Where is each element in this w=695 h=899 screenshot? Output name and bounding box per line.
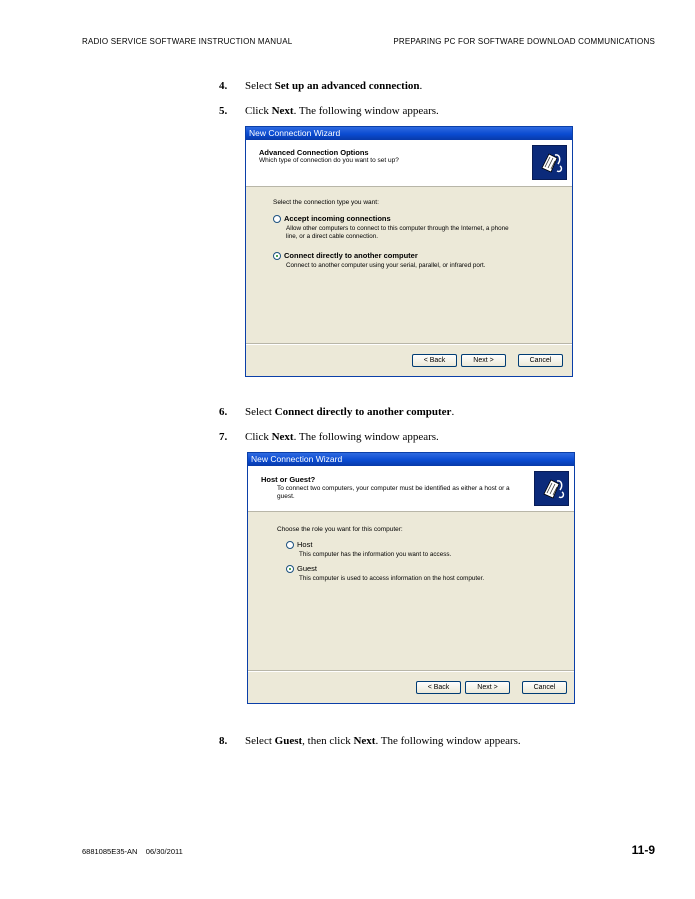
page-number: 11-9 xyxy=(631,843,655,857)
cancel-button[interactable]: Cancel xyxy=(522,681,567,694)
footer-document-id: 6881085E35-AN 06/30/2011 xyxy=(82,847,183,856)
option-host[interactable] xyxy=(286,540,312,549)
step-text: Select xyxy=(245,80,275,92)
modem-phone-icon xyxy=(534,471,569,506)
option-description: Connect to another computer using your serial, parallel, or infrared port. xyxy=(286,262,486,269)
step-number: 5. xyxy=(219,105,228,117)
option-description: This computer has the information you want to access. xyxy=(299,551,452,558)
window-title: New Connection Wizard xyxy=(248,453,574,466)
running-header-right: PREPARING PC FOR SOFTWARE DOWNLOAD COMMUNICATIONS xyxy=(393,37,655,46)
back-button[interactable]: < Back xyxy=(416,681,461,694)
option-description-line: line, or a direct cable connection. xyxy=(286,233,379,240)
cancel-button[interactable]: Cancel xyxy=(518,354,563,367)
option-label: Connect directly to another computer xyxy=(284,251,418,260)
wizard-banner xyxy=(248,466,574,512)
step-6 xyxy=(219,406,454,418)
step-8 xyxy=(219,735,521,747)
step-text: . The following window appears. xyxy=(293,431,439,443)
wizard-subheading-line: To connect two computers, your computer must be identified as either a host or a xyxy=(277,485,510,492)
step-5 xyxy=(219,105,439,117)
option-description-line: Allow other computers to connect to this computer through the Internet, a phone xyxy=(286,225,509,232)
step-7 xyxy=(219,431,439,443)
divider xyxy=(246,343,572,345)
wizard-subheading: Which type of connection do you want to set up? xyxy=(259,157,399,164)
step-text: . xyxy=(419,80,423,92)
step-text: Click xyxy=(245,105,272,117)
option-connect-directly[interactable] xyxy=(273,251,418,260)
selection-prompt: Select the connection type you want: xyxy=(273,199,379,206)
step-emphasis: Next xyxy=(271,105,294,117)
step-text: . The following window appears. xyxy=(293,105,439,117)
option-guest[interactable] xyxy=(286,564,317,573)
option-label: Host xyxy=(297,540,313,549)
connection-wizard-window-host-guest xyxy=(247,452,575,704)
next-button[interactable]: Next > xyxy=(465,681,510,694)
option-label: Guest xyxy=(297,564,318,573)
wizard-heading: Host or Guest? xyxy=(261,475,316,484)
step-text: Click xyxy=(245,431,272,443)
step-number: 8. xyxy=(219,735,228,747)
step-text: , then click xyxy=(302,735,354,747)
option-accept-incoming[interactable] xyxy=(273,214,391,223)
step-number: 7. xyxy=(219,431,228,443)
step-text: . xyxy=(451,406,455,418)
option-description: This computer is used to access information on the host computer. xyxy=(299,575,485,582)
wizard-subheading-line: guest. xyxy=(277,493,295,500)
selection-prompt: Choose the role you want for this computer: xyxy=(277,526,403,533)
window-title: New Connection Wizard xyxy=(246,127,572,140)
step-text: Select xyxy=(245,406,275,418)
step-text: Select xyxy=(245,735,275,747)
step-emphasis: Set up an advanced connection xyxy=(274,80,420,92)
step-4 xyxy=(219,80,422,92)
step-emphasis: Next xyxy=(353,735,376,747)
running-header-left: RADIO SERVICE SOFTWARE INSTRUCTION MANUAL xyxy=(82,37,293,46)
divider xyxy=(248,670,574,672)
radio-button-selected[interactable] xyxy=(273,252,281,260)
wizard-heading: Advanced Connection Options xyxy=(259,148,369,157)
radio-button[interactable] xyxy=(286,541,294,549)
wizard-banner xyxy=(246,140,572,187)
step-number: 4. xyxy=(219,80,228,92)
step-number: 6. xyxy=(219,406,228,418)
connection-wizard-window-advanced xyxy=(245,126,573,377)
modem-phone-icon xyxy=(532,145,567,180)
next-button[interactable]: Next > xyxy=(461,354,506,367)
radio-button-selected[interactable] xyxy=(286,565,294,573)
option-label: Accept incoming connections xyxy=(284,214,391,223)
radio-button[interactable] xyxy=(273,215,281,223)
option-description xyxy=(286,225,509,241)
step-emphasis: Guest xyxy=(274,735,303,747)
step-emphasis: Next xyxy=(271,431,294,443)
step-emphasis: Connect directly to another computer xyxy=(274,406,452,418)
wizard-subheading xyxy=(277,485,510,501)
step-text: . The following window appears. xyxy=(375,735,521,747)
back-button[interactable]: < Back xyxy=(412,354,457,367)
